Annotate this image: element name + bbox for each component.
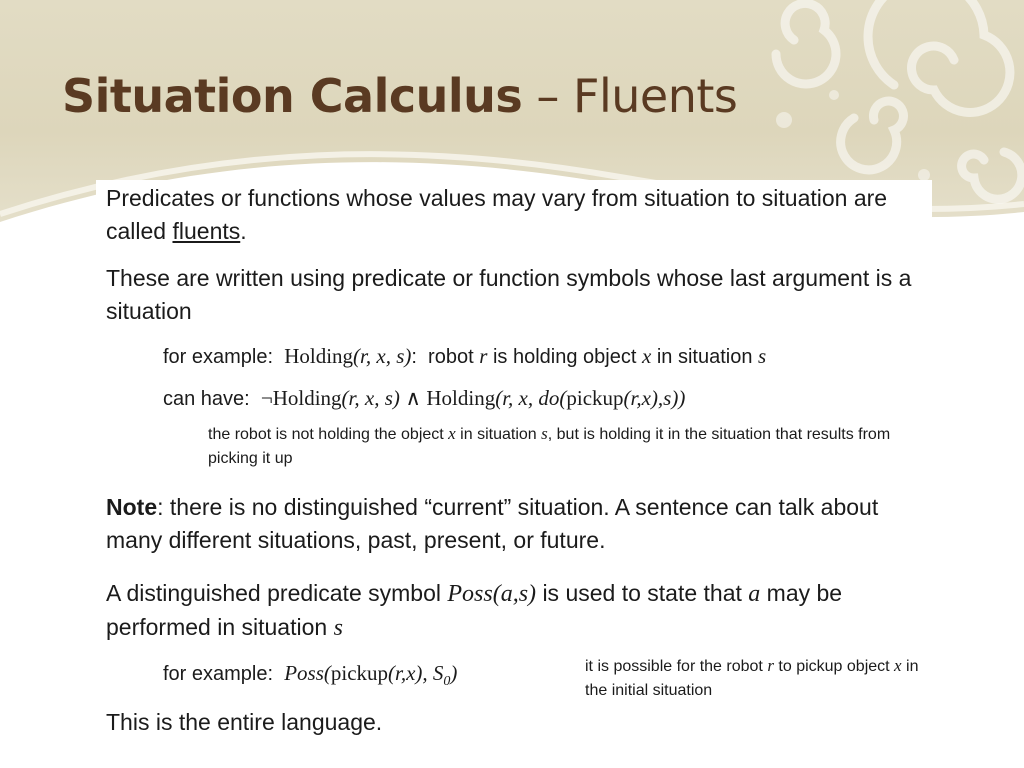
var: s bbox=[758, 344, 767, 368]
args: (r, x, do( bbox=[495, 386, 567, 410]
paragraph-fluents-definition bbox=[106, 182, 926, 248]
var: r bbox=[767, 656, 774, 675]
function: pickup bbox=[566, 386, 624, 410]
example-explanation bbox=[208, 422, 928, 471]
paragraph-written-using: These are written using predicate or function symbols whose last argument is a situation bbox=[106, 265, 912, 324]
conjunction: ∧ bbox=[405, 386, 421, 410]
colon: : bbox=[411, 346, 417, 368]
negation: ¬ bbox=[260, 386, 273, 410]
paragraph-note bbox=[106, 491, 926, 557]
poss: Poss( bbox=[284, 661, 331, 685]
args: ) bbox=[450, 661, 458, 685]
text: may be performed in situation bbox=[106, 580, 843, 640]
title-rest: – Fluents bbox=[522, 69, 738, 123]
text: Predicates or functions whose values may vary from situation to situation are called bbox=[106, 185, 888, 244]
args: (r,x), S bbox=[388, 661, 444, 685]
fluents-term: fluents bbox=[172, 218, 241, 244]
example-holding bbox=[163, 342, 766, 371]
paragraph-final: This is the entire language. bbox=[106, 709, 383, 735]
text: in situation bbox=[656, 346, 753, 368]
predicate: Holding bbox=[284, 344, 354, 368]
var: x bbox=[641, 344, 652, 368]
text: the robot is not holding the object bbox=[208, 426, 444, 443]
slide-title bbox=[62, 66, 737, 126]
example-label: for example: bbox=[163, 346, 274, 368]
var: s bbox=[333, 615, 343, 641]
text: A distinguished predicate symbol bbox=[106, 580, 441, 606]
paragraph-poss bbox=[106, 577, 926, 645]
text: it is possible for the robot bbox=[585, 658, 763, 675]
example-poss bbox=[163, 659, 457, 696]
args: (r, x, s) bbox=[353, 344, 412, 368]
args: (r,x),s)) bbox=[623, 386, 686, 410]
note-label: Note bbox=[106, 494, 158, 520]
args: (r, x, s) bbox=[341, 386, 400, 410]
swirl-decoration bbox=[724, 0, 1024, 210]
example-poss-note bbox=[585, 654, 925, 703]
subscript: 0 bbox=[443, 674, 451, 689]
poss-symbol: Poss(a,s) bbox=[447, 581, 537, 607]
var: s bbox=[541, 424, 548, 443]
var: x bbox=[448, 424, 456, 443]
predicate: Holding bbox=[426, 386, 496, 410]
var: a bbox=[748, 581, 761, 607]
text: in situation bbox=[460, 426, 537, 443]
example-label: can have: bbox=[163, 388, 250, 410]
text: . bbox=[240, 218, 247, 244]
text: is holding object bbox=[492, 346, 637, 368]
text: to pickup object bbox=[778, 658, 890, 675]
text: , but is holding it in the situation that results from picking it up bbox=[208, 426, 891, 467]
var: x bbox=[894, 656, 902, 675]
var: r bbox=[479, 344, 488, 368]
example-label: for example: bbox=[163, 663, 274, 685]
text: is used to state that bbox=[542, 580, 742, 606]
text: in the initial situation bbox=[585, 658, 919, 699]
text: robot bbox=[428, 346, 474, 368]
example-can-have bbox=[163, 384, 685, 413]
title-bold: Situation Calculus bbox=[62, 69, 523, 123]
function: pickup bbox=[330, 661, 389, 685]
predicate: Holding bbox=[272, 386, 342, 410]
text: : there is no distinguished “current” situation. A sentence can talk about many different situations, past, present, or future. bbox=[106, 494, 879, 553]
